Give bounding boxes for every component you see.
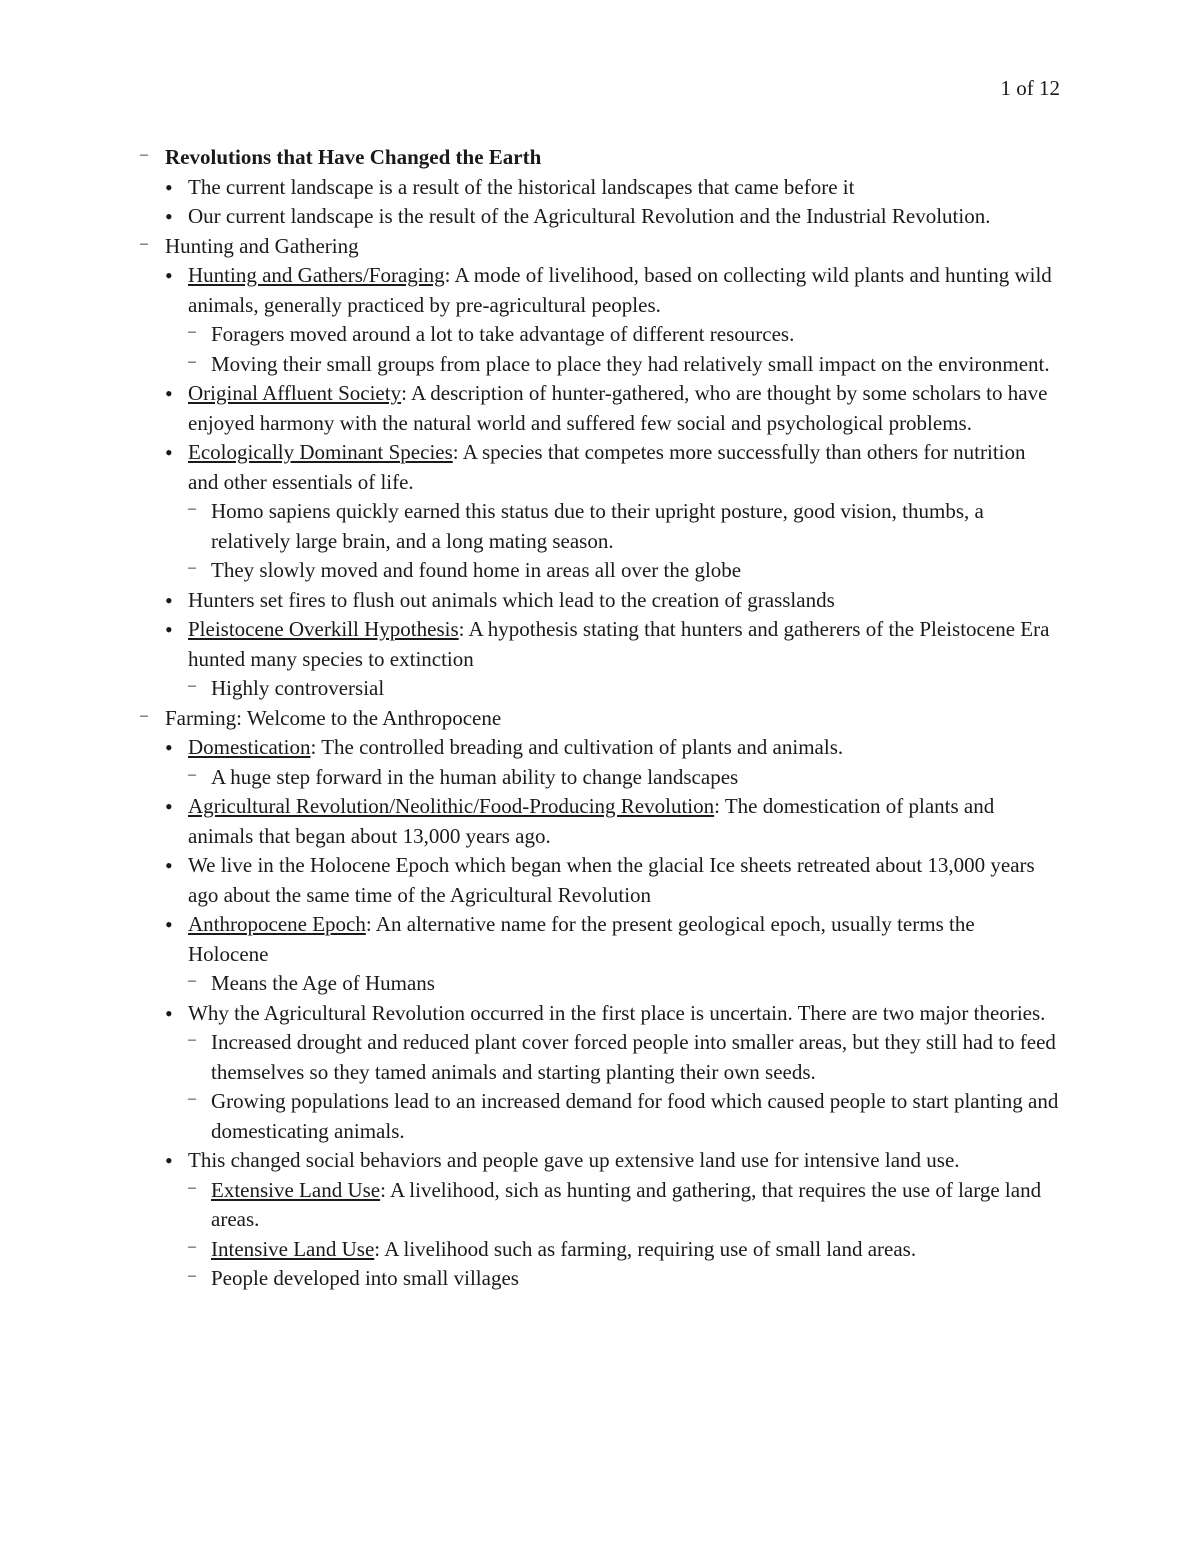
bullet-item xyxy=(165,615,1060,704)
sub-item xyxy=(188,320,1060,350)
item-text: Homo sapiens quickly earned this status due to their upright posture, good vision, thumbs, a relatively large brain, and a long mating season. xyxy=(211,499,984,553)
section xyxy=(140,704,1060,1294)
item-text: Moving their small groups from place to place they had relatively small impact on the environment. xyxy=(211,351,1050,376)
term: Anthropocene Epoch xyxy=(188,912,366,936)
item-text: Growing populations lead to an increased demand for food which caused people to start planting and domesticating animals. xyxy=(211,1089,1059,1143)
item-text: Means the Age of Humans xyxy=(211,971,435,995)
term: Extensive Land Use xyxy=(211,1177,381,1202)
item-text: People developed into small villages xyxy=(211,1266,519,1290)
bullet-icon: • xyxy=(165,1148,173,1173)
dash-icon: – xyxy=(188,1237,196,1255)
page-number: 1 of 12 xyxy=(1000,76,1060,100)
definition-text: This changed social behaviors and people gave up extensive land use for intensive land use. xyxy=(188,1148,960,1172)
definition-text: : A mode of livelihood, based on collecting wild plants and hunting wild animals, generally practiced by pre-agricultural peoples. xyxy=(188,263,1052,317)
sub-item xyxy=(188,674,1060,704)
sub-list xyxy=(188,969,1060,999)
bullet-icon: • xyxy=(165,204,173,229)
bullet-item xyxy=(165,910,1060,999)
bullet-list xyxy=(165,733,1060,1294)
bullet-item xyxy=(165,999,1060,1147)
item-text: A huge step forward in the human ability to change landscapes xyxy=(211,764,739,789)
dash-icon: – xyxy=(188,1090,196,1107)
bullet-icon: • xyxy=(165,1000,173,1026)
bullet-icon: • xyxy=(165,174,173,200)
item-text: They slowly moved and found home in areas all over the globe xyxy=(211,558,742,582)
term: Hunting and Gathers/Foraging xyxy=(188,263,445,287)
sub-item xyxy=(188,556,1060,586)
term: Pleistocene Overkill Hypothesis xyxy=(188,617,459,641)
bullet-item xyxy=(165,733,1060,792)
outline xyxy=(140,143,1060,1294)
section-heading: Revolutions that Have Changed the Earth xyxy=(165,145,542,169)
bullet-icon: • xyxy=(165,912,173,937)
dash-icon: – xyxy=(188,677,196,694)
bullet-item xyxy=(165,438,1060,586)
definition-text: We live in the Holocene Epoch which began when the glacial Ice sheets retreated about 13,000 years ago about the same time of the Agricultural Revolution xyxy=(188,853,1035,907)
bullet-item xyxy=(165,851,1060,910)
bullet-icon: • xyxy=(165,853,173,878)
definition-text: : A livelihood such as farming, requiring use of small land areas. xyxy=(374,1236,917,1261)
bullet-item xyxy=(165,202,1060,232)
definition-text: : A description of hunter-gathered, who are thought by some scholars to have enjoyed harmony with the natural world and suffered few social and psychological problems. xyxy=(188,381,1048,435)
section-heading: Farming: Welcome to the Anthropocene xyxy=(165,705,502,730)
bullet-icon: • xyxy=(165,587,173,613)
term: Ecologically Dominant Species xyxy=(188,440,453,464)
bullet-icon: • xyxy=(165,440,173,465)
bullet-item xyxy=(165,586,1060,616)
term: Original Affluent Society xyxy=(188,381,402,405)
section-heading: Hunting and Gathering xyxy=(165,233,359,258)
dash-icon: – xyxy=(188,323,196,340)
sub-list xyxy=(188,1176,1060,1294)
sub-item xyxy=(188,350,1060,380)
definition-text: The current landscape is a result of the historical landscapes that came before it xyxy=(188,174,855,199)
sub-item xyxy=(188,1087,1060,1146)
term: Domestication xyxy=(188,735,311,759)
sub-item xyxy=(188,1176,1060,1235)
dash-icon: – xyxy=(188,1267,196,1284)
dash-icon: – xyxy=(188,352,196,370)
definition-text: : A hypothesis stating that hunters and gatherers of the Pleistocene Era hunted many species to extinction xyxy=(188,617,1050,671)
item-text: Highly controversial xyxy=(211,676,385,700)
dash-icon: – xyxy=(188,972,196,989)
section xyxy=(140,232,1060,704)
bullet-item xyxy=(165,792,1060,851)
dash-icon: – xyxy=(188,765,196,783)
section xyxy=(140,143,1060,232)
definition-text: Why the Agricultural Revolution occurred in the first place is uncertain. There are two major theories. xyxy=(188,1000,1046,1025)
sub-item xyxy=(188,763,1060,793)
sub-item xyxy=(188,1235,1060,1265)
bullet-icon: • xyxy=(165,735,173,760)
definition-text: Our current landscape is the result of the Agricultural Revolution and the Industrial Revolution. xyxy=(188,204,991,228)
dash-icon: – xyxy=(140,234,148,252)
sub-list xyxy=(188,1028,1060,1146)
dash-icon: – xyxy=(188,1031,196,1048)
bullet-icon: • xyxy=(165,617,173,642)
bullet-icon: • xyxy=(165,794,173,819)
dash-icon: – xyxy=(188,1178,196,1196)
definition-text: : A livelihood, sich as hunting and gathering, that requires the use of large land areas. xyxy=(211,1177,1042,1231)
definition-text: : The controlled breading and cultivation of plants and animals. xyxy=(310,735,844,759)
dash-icon: – xyxy=(140,146,148,163)
sub-list xyxy=(188,320,1060,379)
sub-list xyxy=(188,497,1060,586)
item-text: Increased drought and reduced plant cover forced people into smaller areas, but they still had to feed themselves so they tamed animals and starting planting their own seeds. xyxy=(211,1030,1056,1084)
document-body xyxy=(140,143,1060,1294)
bullet-icon: • xyxy=(165,263,173,288)
sub-item xyxy=(188,1264,1060,1294)
definition-text: : The domestication of plants and animals that began about 13,000 years ago. xyxy=(188,794,995,848)
bullet-item xyxy=(165,1146,1060,1294)
sub-item xyxy=(188,1028,1060,1087)
item-text: Foragers moved around a lot to take advantage of different resources. xyxy=(211,322,795,346)
bullet-icon: • xyxy=(165,381,173,406)
bullet-item xyxy=(165,379,1060,438)
bullet-list xyxy=(165,173,1060,232)
sub-item xyxy=(188,497,1060,556)
definition-text: : An alternative name for the present geological epoch, usually terms the Holocene xyxy=(188,912,975,966)
bullet-list xyxy=(165,261,1060,704)
definition-text: Hunters set fires to flush out animals which lead to the creation of grasslands xyxy=(188,587,835,612)
term: Agricultural Revolution/Neolithic/Food-Producing Revolution xyxy=(188,794,715,818)
definition-text: : A species that competes more successfully than others for nutrition and other essentials of life. xyxy=(188,440,1026,494)
bullet-item xyxy=(165,261,1060,379)
sub-list xyxy=(188,763,1060,793)
bullet-item xyxy=(165,173,1060,203)
sub-list xyxy=(188,674,1060,704)
dash-icon: – xyxy=(188,559,196,576)
dash-icon: – xyxy=(140,706,148,724)
sub-item xyxy=(188,969,1060,999)
dash-icon: – xyxy=(188,500,196,517)
term: Intensive Land Use xyxy=(211,1236,375,1261)
